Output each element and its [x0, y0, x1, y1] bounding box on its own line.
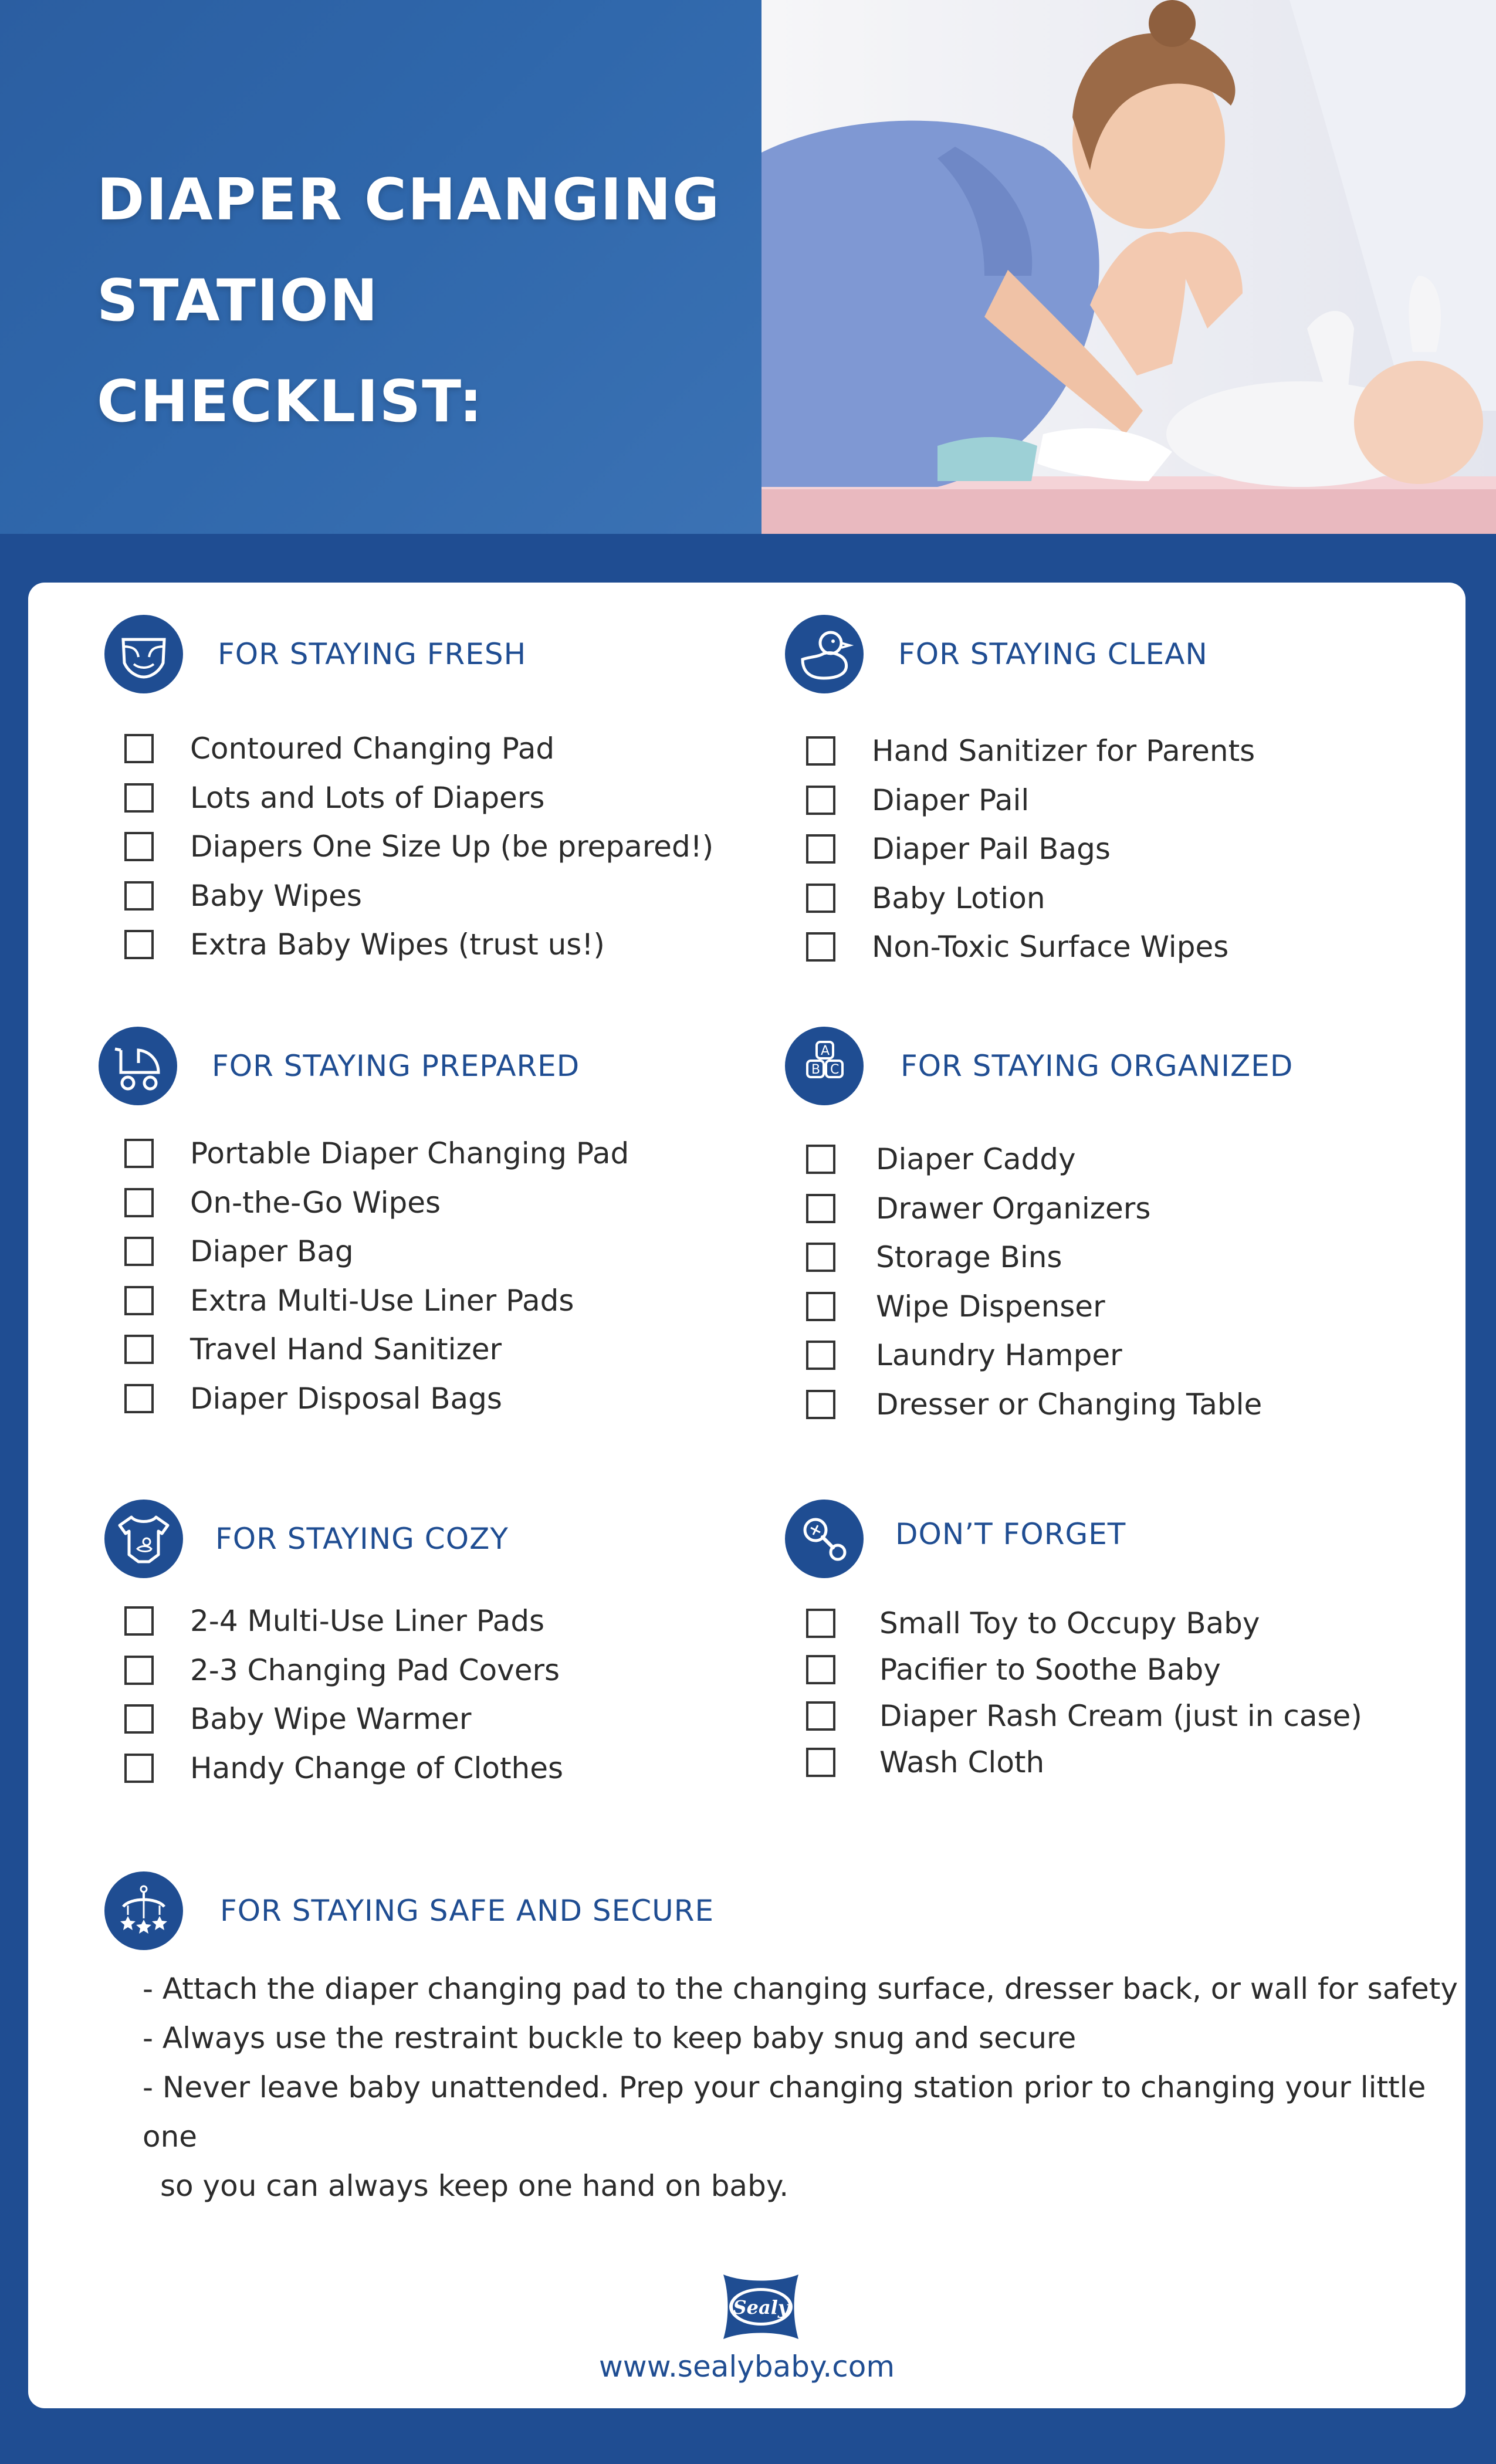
- onesie-icon: [104, 1500, 183, 1578]
- svg-text:B: B: [811, 1062, 821, 1077]
- section-title: FOR STAYING ORGANIZED: [901, 1049, 1294, 1083]
- safety-tip-continued: so you can always keep one hand on baby.: [160, 2169, 789, 2203]
- item-label: Small Toy to Occupy Baby: [879, 1606, 1260, 1640]
- sealy-logo[interactable]: [720, 2271, 802, 2343]
- hero-title-panel: [0, 0, 761, 534]
- svg-text:A: A: [821, 1044, 830, 1058]
- item-label: Portable Diaper Changing Pad: [190, 1136, 629, 1170]
- checkbox[interactable]: [806, 1194, 835, 1223]
- item-label: Storage Bins: [876, 1240, 1062, 1274]
- section-title: FOR STAYING FRESH: [218, 637, 527, 671]
- item-label: Wipe Dispenser: [876, 1289, 1105, 1324]
- checkbox[interactable]: [806, 736, 835, 766]
- checkbox[interactable]: [806, 1748, 835, 1777]
- checkbox[interactable]: [806, 1243, 835, 1272]
- svg-text:C: C: [830, 1062, 840, 1077]
- checkbox[interactable]: [806, 1655, 835, 1684]
- item-label: Baby Wipes: [190, 878, 362, 913]
- checkbox[interactable]: [124, 1237, 154, 1266]
- safety-tip: - Always use the restraint buckle to keep baby snug and secure: [143, 2021, 1077, 2055]
- section-title: DON’T FORGET: [895, 1517, 1126, 1551]
- checkbox[interactable]: [806, 1292, 835, 1321]
- checkbox[interactable]: [806, 884, 835, 913]
- item-label: Diaper Bag: [190, 1234, 354, 1268]
- stroller-icon: [99, 1027, 177, 1105]
- item-label: Dresser or Changing Table: [876, 1387, 1263, 1421]
- checkbox[interactable]: [806, 1609, 835, 1638]
- item-label: Baby Wipe Warmer: [190, 1702, 472, 1736]
- item-label: On-the-Go Wipes: [190, 1185, 441, 1220]
- svg-text:Sealy: Sealy: [733, 2296, 789, 2319]
- checkbox[interactable]: [806, 1701, 835, 1731]
- checkbox[interactable]: [124, 1704, 154, 1734]
- item-label: Extra Baby Wipes (trust us!): [190, 928, 605, 962]
- diaper-icon: [104, 615, 183, 693]
- checkbox[interactable]: [806, 1341, 835, 1370]
- checkbox[interactable]: [806, 932, 835, 962]
- item-label: Handy Change of Clothes: [190, 1751, 564, 1785]
- checkbox[interactable]: [806, 786, 835, 815]
- item-label: Drawer Organizers: [876, 1191, 1151, 1226]
- hero-photo-mother-changing-baby: [761, 0, 1496, 534]
- item-label: Diaper Pail: [872, 783, 1030, 817]
- item-label: Travel Hand Sanitizer: [190, 1332, 502, 1366]
- checkbox[interactable]: [124, 832, 154, 861]
- rattle-icon: [785, 1500, 864, 1578]
- item-label: 2-4 Multi-Use Liner Pads: [190, 1604, 545, 1638]
- safety-tip: - Attach the diaper changing pad to the changing surface, dresser back, or wall for safety: [143, 1972, 1458, 2006]
- title-line-1: DIAPER CHANGING: [97, 167, 721, 233]
- item-label: Pacifier to Soothe Baby: [879, 1653, 1221, 1687]
- baby-mobile-icon: [104, 1871, 183, 1950]
- item-label: Contoured Changing Pad: [190, 732, 555, 766]
- checkbox[interactable]: [124, 1384, 154, 1413]
- item-label: Wash Cloth: [879, 1745, 1045, 1779]
- checkbox[interactable]: [124, 1656, 154, 1685]
- checkbox[interactable]: [124, 783, 154, 813]
- checkbox[interactable]: [124, 881, 154, 911]
- checkbox[interactable]: [124, 1139, 154, 1168]
- hero-banner: [0, 0, 1496, 534]
- website-link[interactable]: www.sealybaby.com: [598, 2350, 895, 2384]
- checklist-card: [28, 583, 1465, 2408]
- item-label: Hand Sanitizer for Parents: [872, 734, 1255, 768]
- item-label: Diaper Caddy: [876, 1142, 1076, 1176]
- item-label: Diapers One Size Up (be prepared!): [190, 830, 714, 864]
- item-label: 2-3 Changing Pad Covers: [190, 1653, 560, 1687]
- checkbox[interactable]: [124, 1286, 154, 1315]
- checkbox[interactable]: [806, 1145, 835, 1174]
- section-title: FOR STAYING COZY: [215, 1522, 509, 1556]
- item-label: Extra Multi-Use Liner Pads: [190, 1283, 574, 1318]
- section-title: FOR STAYING CLEAN: [898, 637, 1208, 671]
- item-label: Laundry Hamper: [876, 1338, 1122, 1372]
- safety-tip: - Never leave baby unattended. Prep your changing station prior to changing your little one: [143, 2070, 1426, 2154]
- checkbox[interactable]: [124, 1188, 154, 1217]
- item-label: Baby Lotion: [872, 881, 1045, 915]
- item-label: Non-Toxic Surface Wipes: [872, 930, 1229, 964]
- item-label: Diaper Rash Cream (just in case): [879, 1699, 1362, 1733]
- checkbox[interactable]: [124, 1754, 154, 1783]
- checkbox[interactable]: [124, 930, 154, 959]
- checkbox[interactable]: [124, 1335, 154, 1364]
- item-label: Diaper Disposal Bags: [190, 1381, 502, 1416]
- item-label: Diaper Pail Bags: [872, 832, 1111, 866]
- section-title: FOR STAYING SAFE AND SECURE: [220, 1894, 715, 1928]
- checkbox[interactable]: [124, 1606, 154, 1636]
- checkbox[interactable]: [124, 734, 154, 763]
- checkbox[interactable]: [806, 834, 835, 864]
- page-title: [97, 150, 754, 452]
- safety-tips-list: [143, 1964, 1468, 2211]
- checkbox[interactable]: [806, 1390, 835, 1419]
- section-title: FOR STAYING PREPARED: [212, 1049, 580, 1083]
- rubber-duck-icon: [785, 615, 864, 693]
- title-line-2: STATION CHECKLIST:: [97, 268, 483, 435]
- abc-blocks-icon: [785, 1027, 864, 1105]
- item-label: Lots and Lots of Diapers: [190, 780, 545, 815]
